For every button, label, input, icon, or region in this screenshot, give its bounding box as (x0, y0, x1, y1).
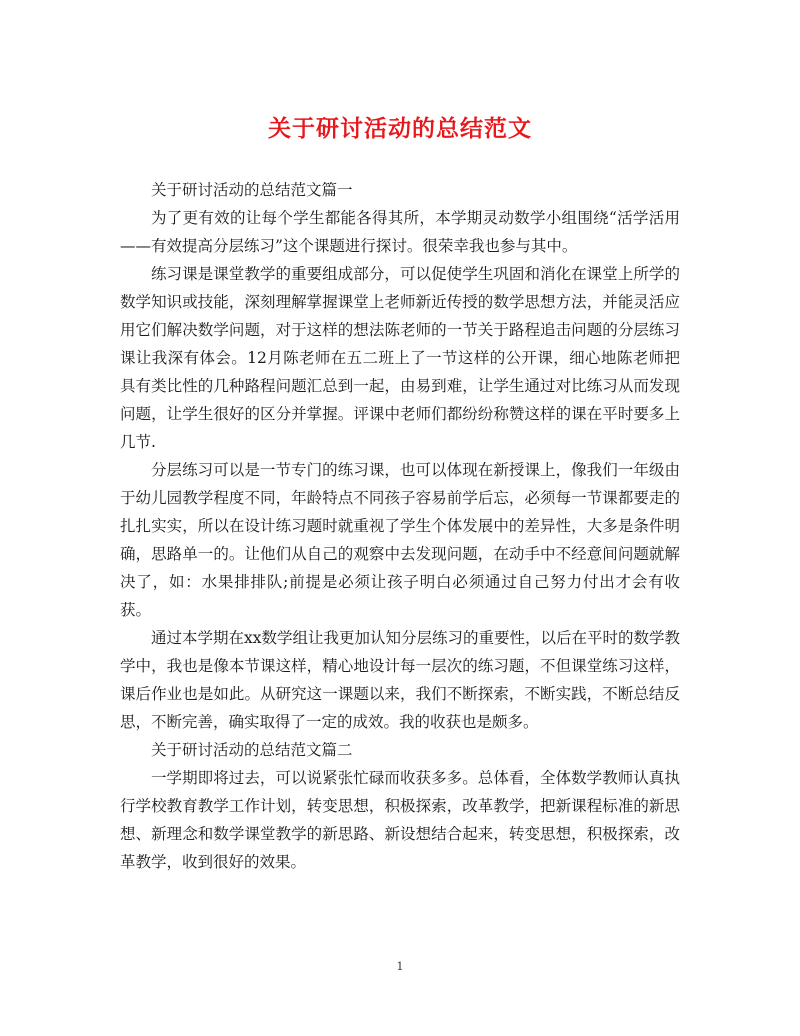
document-body (120, 176, 680, 876)
paragraph: 练习课是课堂教学的重要组成部分，可以促使学生巩固和消化在课堂上所学的数学知识或技能，深刻理解掌握课堂上老师新近传授的数学思想方法，并能灵活应用它们解决数学问题，对于这样的想法陈老师的一节关于路程追击问题的分层练习课让我深有体会。12月陈老师在五二班上了一节这样的公开课，细心地陈老师把具有类比性的几种路程问题汇总到一起，由易到难，让学生通过对比练习从而发现问题，让学生很好的区分并掌握。评课中老师们都纷纷称赞这样的课在平时要多上几节. (120, 265, 680, 451)
paragraph: 分层练习可以是一节专门的练习课，也可以体现在新授课上，像我们一年级由于幼儿园教学程度不同，年龄特点不同孩子容易前学后忘，必须每一节课都要走的扎扎实实，所以在设计练习题时就重视了学生个体发展中的差异性，大多是条件明确，思路单一的。让他们从自己的观察中去发现问题，在动手中不经意间问题就解决了，如：水果排排队;前提是必须让孩子明白必须通过自己努力付出才会有收获。 (120, 461, 680, 619)
document-title: 关于研讨活动的总结范文 (268, 115, 532, 142)
page-number: 1 (396, 960, 404, 973)
paragraph: 为了更有效的让每个学生都能各得其所，本学期灵动数学小组围绕“活学活用——有效提高分层练习”这个课题进行探讨。很荣幸我也参与其中。 (120, 209, 680, 255)
paragraph: 通过本学期在xx数学组让我更加认知分层练习的重要性，以后在平时的数学教学中，我也是像本节课这样，精心地设计每一层次的练习题，不但课堂练习这样，课后作业也是如此。从研究这一课题以来，我们不断探索，不断实践，不断总结反思，不断完善，确实取得了一定的成效。我的收获也是颇多。 (120, 629, 680, 731)
section-heading-1: 关于研讨活动的总结范文篇一 (151, 181, 353, 199)
paragraph: 一学期即将过去，可以说紧张忙碌而收获多多。总体看，全体数学教师认真执行学校教育教学工作计划，转变思想，积极探索，改革教学，把新课程标准的新思想、新理念和数学课堂教学的新思路、新设想结合起来，转变思想，积极探索，改革教学，收到很好的效果。 (120, 769, 680, 871)
section-heading-2: 关于研讨活动的总结范文篇二 (151, 741, 353, 759)
